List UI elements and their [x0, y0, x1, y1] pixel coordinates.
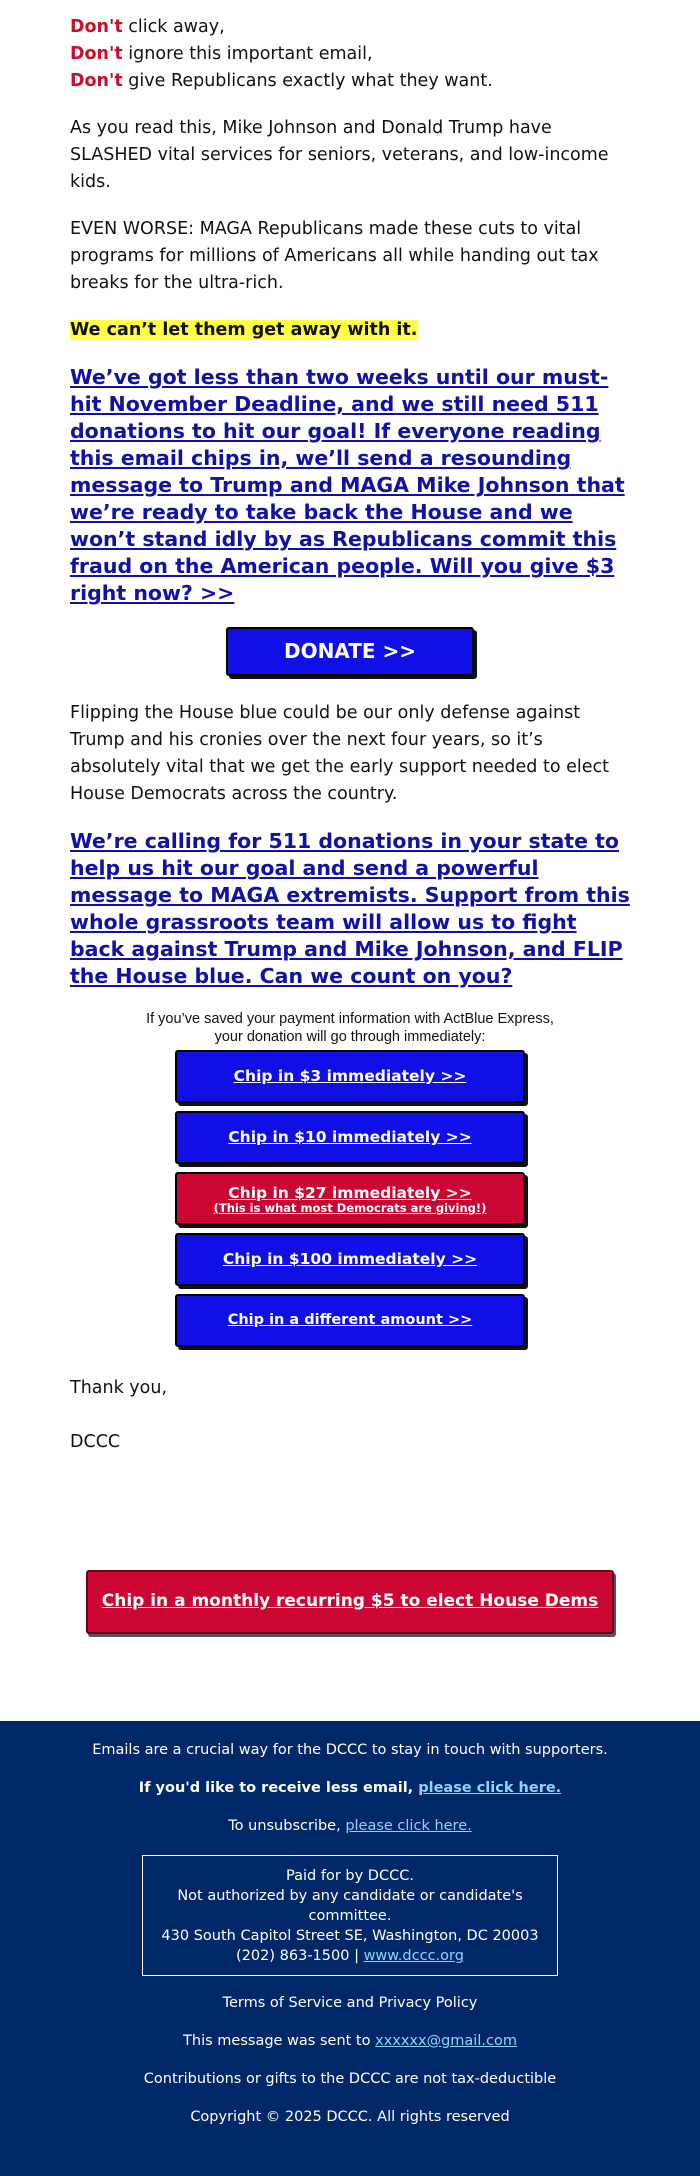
- monthly-button-wrap: [0, 1456, 700, 1721]
- less-email-link[interactable]: please click here.: [418, 1780, 562, 1796]
- thank-you: Thank you,: [70, 1378, 168, 1398]
- chip-27-sublabel: (This is what most Democrats are giving!): [213, 1201, 487, 1215]
- intro-line-1: click away,: [122, 17, 225, 37]
- donate-link-state[interactable]: We’re calling for 511 donations in your state to help us hit our goal and send a powerful message to MAGA extremists. Support from this whole grassroots team will allow us to fight back against Trump and Mike Johnson, and FLIP the House blue. Can we count on you?: [70, 829, 630, 988]
- donate-link-deadline[interactable]: We’ve got less than two weeks until our must-hit November Deadline, and we still need 511 donations to hit our goal! If everyone reading this email chips in, we’ll send a resounding message to Trump and MAGA Mike Johnson that we’re ready to take back the House and we won’t stand idly by as Republicans commit this fraud on the American people. Will you give $3 right now? >>: [70, 365, 625, 605]
- dont-word-2: Don't: [70, 44, 123, 64]
- dont-word-1: Don't: [70, 17, 123, 37]
- paragraph-slashed: As you read this, Mike Johnson and Donald Trump have SLASHED vital services for seniors, veterans, and low-income kids.: [70, 118, 609, 192]
- website-link[interactable]: www.dccc.org: [363, 1948, 464, 1964]
- footer-unsubscribe-text: To unsubscribe,: [228, 1818, 346, 1834]
- sent-to: [0, 2032, 700, 2050]
- sent-to-text: This message was sent to: [183, 2033, 376, 2049]
- paid-for: Paid for by DCCC.: [286, 1868, 414, 1884]
- not-authorized: Not authorized by any candidate or candidate's committee.: [177, 1888, 523, 1924]
- chip-27-label: Chip in $27 immediately >>: [228, 1184, 472, 1202]
- actblue-note-line1: If you’ve saved your payment information with ActBlue Express,: [146, 1011, 554, 1027]
- monthly-recurring-button[interactable]: Chip in a monthly recurring $5 to elect House Dems >>: [86, 1570, 614, 1634]
- tax-note: Contributions or gifts to the DCCC are not tax-deductible: [143, 2071, 557, 2087]
- sent-to-email-link[interactable]: xxxxxx@gmail.com: [375, 2033, 517, 2049]
- address: 430 South Capitol Street SE, Washington, DC 20003: [161, 1928, 539, 1944]
- intro-lines: [70, 14, 630, 95]
- donate-button[interactable]: DONATE >>: [226, 627, 474, 676]
- chip-3-button[interactable]: Chip in $3 immediately >>: [175, 1050, 525, 1103]
- paragraph-flip-house: Flipping the House blue could be our only defense against Trump and his cronies over the next four years, so it’s absolutely vital that we get the early support needed to elect House Democrats across the country.: [70, 703, 609, 804]
- chip-other-amount-button[interactable]: Chip in a different amount >>: [175, 1294, 525, 1347]
- chip-100-button[interactable]: Chip in $100 immediately >>: [175, 1233, 525, 1286]
- footer-unsubscribe: [0, 1817, 700, 1835]
- footer-less-email-text: If you'd like to receive less email,: [138, 1780, 419, 1796]
- phone: (202) 863-1500 |: [236, 1948, 364, 1964]
- highlight-text: We can’t let them get away with it.: [70, 320, 418, 340]
- phone-website: [143, 1946, 557, 1966]
- donate-button-wrap: [70, 627, 630, 676]
- paid-for-box: [142, 1855, 558, 1976]
- unsubscribe-link[interactable]: please click here.: [345, 1818, 472, 1834]
- chip-27-button[interactable]: [175, 1172, 525, 1225]
- intro-line-2: ignore this important email,: [122, 44, 373, 64]
- copyright: Copyright © 2025 DCCC. All rights reserved: [190, 2109, 510, 2125]
- footer: [0, 1721, 700, 2176]
- email-body: [70, 0, 630, 1456]
- actblue-note-line2: your donation will go through immediately:: [214, 1029, 486, 1045]
- footer-crucial-line: Emails are a crucial way for the DCCC to stay in touch with supporters.: [92, 1742, 608, 1758]
- intro-line-3: give Republicans exactly what they want.: [122, 71, 493, 91]
- signature: DCCC: [70, 1432, 121, 1452]
- terms-link[interactable]: Terms of Service and Privacy Policy: [222, 1995, 478, 2011]
- dont-word-3: Don't: [70, 71, 123, 91]
- actblue-note: [70, 1010, 630, 1046]
- paragraph-even-worse: EVEN WORSE: MAGA Republicans made these cuts to vital programs for millions of Americans all while handing out tax breaks for the ultra-rich.: [70, 219, 599, 293]
- footer-less-email: [0, 1779, 700, 1797]
- highlight-line: [70, 317, 630, 344]
- chip-10-button[interactable]: Chip in $10 immediately >>: [175, 1111, 525, 1164]
